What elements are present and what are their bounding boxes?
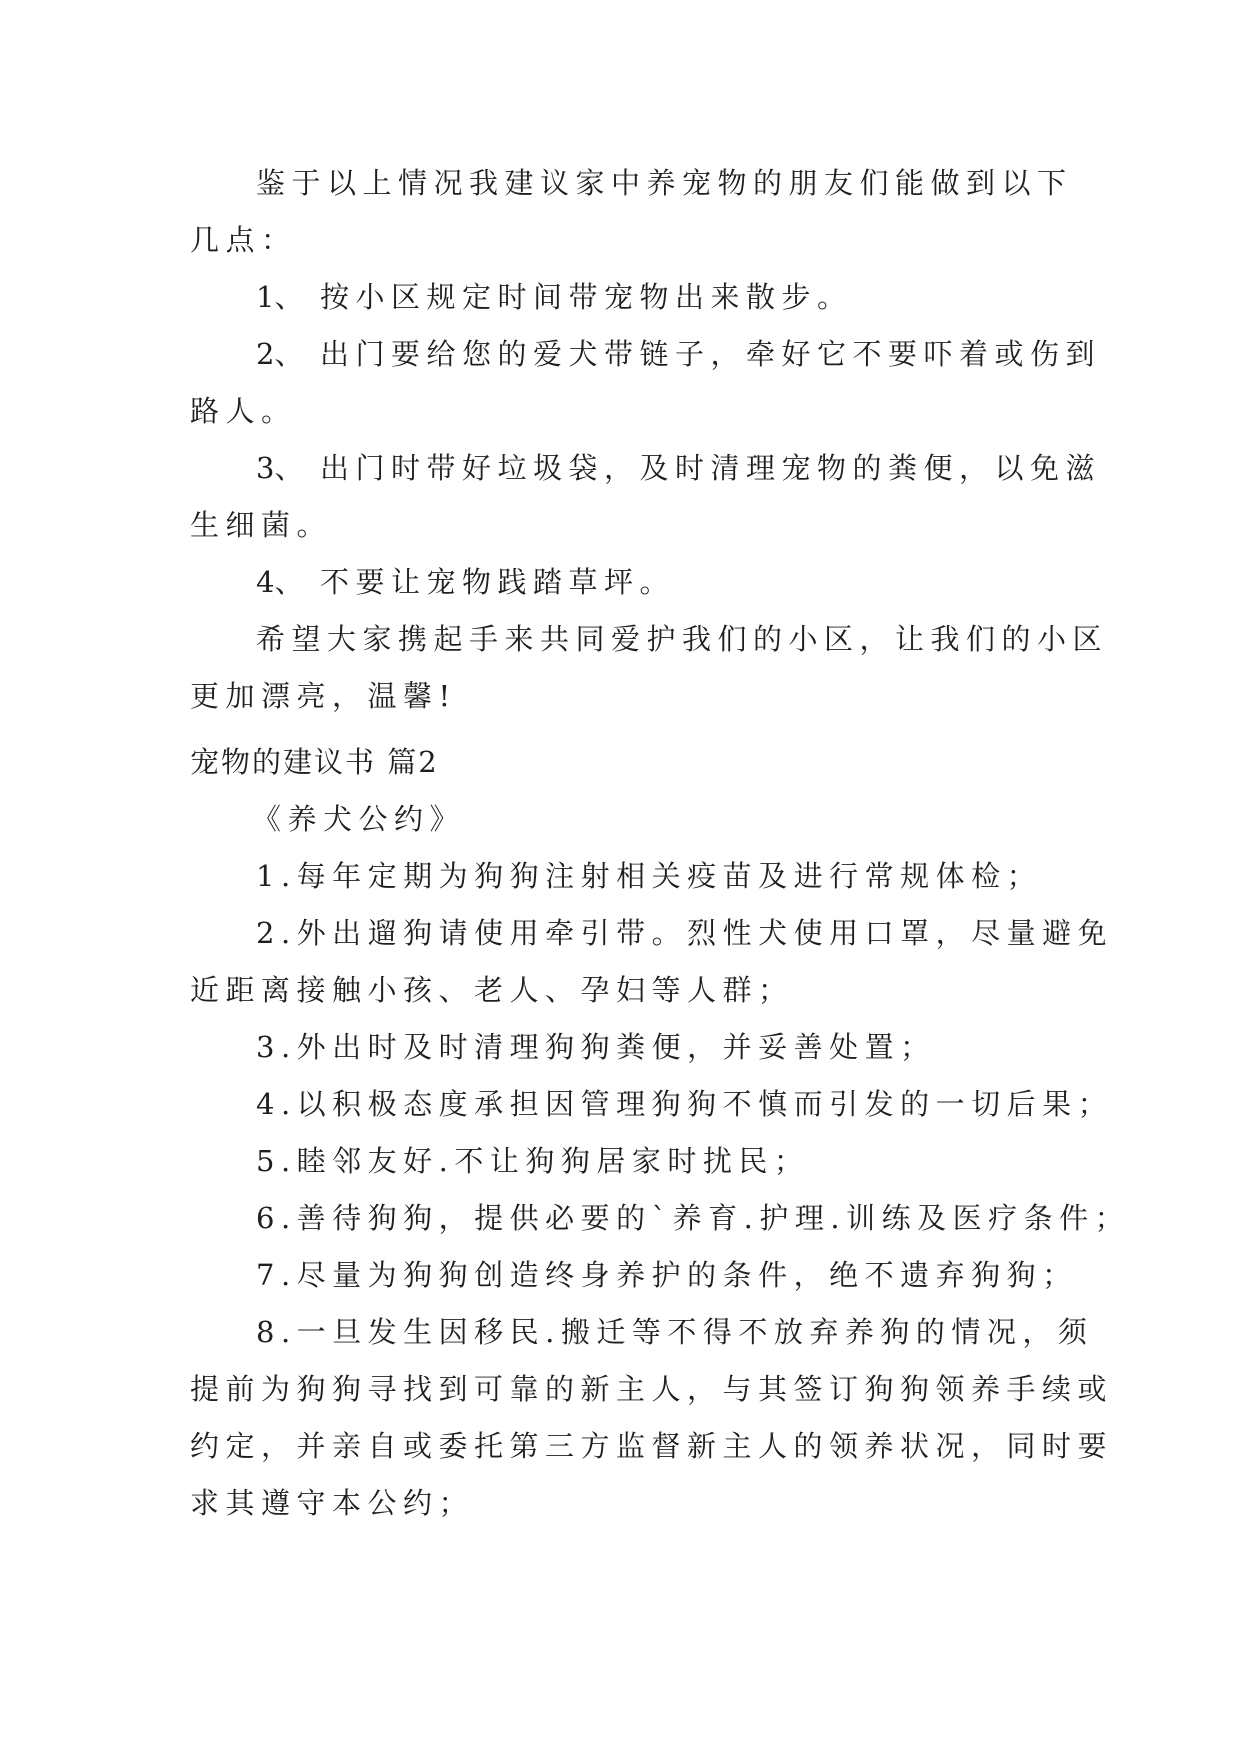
list-item-text: 出门要给您的爱犬带链子，牵好它不要吓着或伤到 — [320, 337, 1102, 371]
list-item-number: 4、 — [256, 565, 304, 599]
list-item — [256, 334, 1101, 374]
list-item-continuation: 生细菌。 — [190, 508, 333, 542]
closing-line-1: 希望大家携起手来共同爱护我们的小区，让我们的小区 — [256, 622, 1109, 656]
section-heading: 宠物的建议书 篇2 — [190, 745, 439, 779]
list-item — [256, 562, 675, 602]
rule-item: 7.尽量为狗狗创造终身养护的条件，绝不遗弃狗狗； — [256, 1258, 1078, 1292]
section-subtitle: 《养犬公约》 — [252, 802, 466, 836]
rule-item: 2.外出遛狗请使用牵引带。烈性犬使用口罩，尽量避免 — [256, 916, 1114, 950]
rule-item: 5.睦邻友好.不让狗狗居家时扰民； — [256, 1144, 810, 1178]
rule-item: 8.一旦发生因移民.搬迁等不得不放弃养狗的情况，须 — [256, 1315, 1094, 1349]
list-item-text: 不要让宠物践踏草坪。 — [320, 565, 676, 599]
closing-line-2: 更加漂亮，温馨! — [190, 679, 457, 713]
rule-item: 4.以积极态度承担因管理狗狗不慎而引发的一切后果； — [256, 1087, 1114, 1121]
rule-item: 6.善待狗狗，提供必要的`养育.护理.训练及医疗条件； — [256, 1201, 1131, 1235]
rule-item-continuation: 近距离接触小孩、老人、孕妇等人群； — [190, 973, 794, 1007]
list-item-number: 1、 — [256, 280, 304, 314]
list-item-text: 按小区规定时间带宠物出来散步。 — [320, 280, 853, 314]
list-item-number: 2、 — [256, 337, 304, 371]
list-item — [256, 277, 853, 317]
list-item-text: 出门时带好垃圾袋，及时清理宠物的粪便，以免滋 — [320, 451, 1102, 485]
rule-item-continuation: 求其遵守本公约； — [190, 1486, 475, 1520]
list-item-number: 3、 — [256, 451, 304, 485]
intro-line-2: 几点： — [190, 223, 297, 257]
list-item-continuation: 路人。 — [190, 394, 297, 428]
rule-item: 1.每年定期为狗狗注射相关疫苗及进行常规体检； — [256, 859, 1043, 893]
rule-item-continuation: 约定，并亲自或委托第三方监督新主人的领养状况，同时要 — [190, 1429, 1114, 1463]
rule-item-continuation: 提前为狗狗寻找到可靠的新主人，与其签订狗狗领养手续或 — [190, 1372, 1114, 1406]
intro-line-1: 鉴于以上情况我建议家中养宠物的朋友们能做到以下 — [256, 166, 1073, 200]
list-item — [256, 448, 1101, 488]
rule-item: 3.外出时及时清理狗狗粪便，并妥善处置； — [256, 1030, 936, 1064]
